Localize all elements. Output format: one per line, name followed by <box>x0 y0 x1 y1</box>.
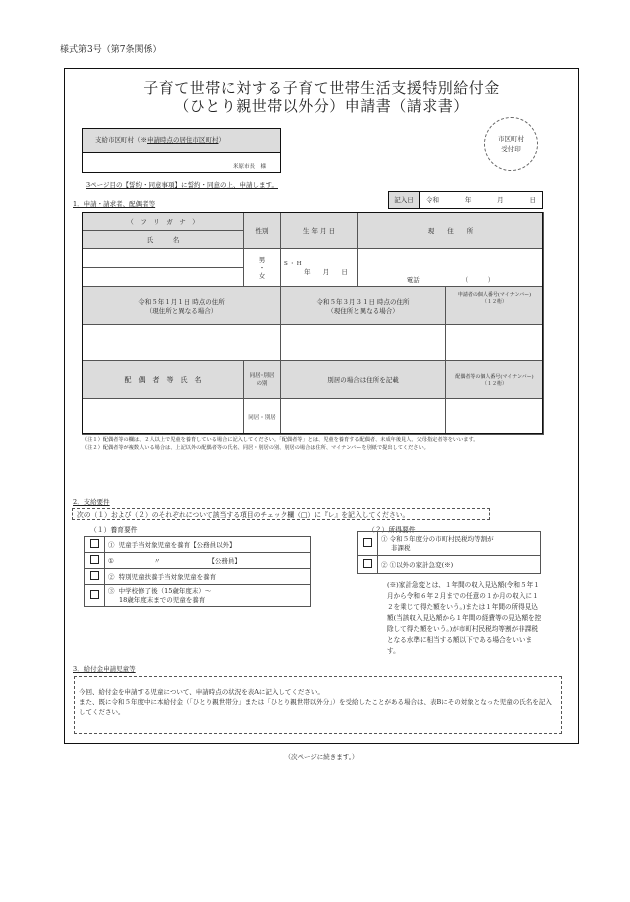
jan1-address-input[interactable] <box>83 325 281 361</box>
jan1-line1: 令和５年１月１日 時点の住所 <box>138 297 225 306</box>
note-1: （注１）配偶者等の欄は、２人以上で児童を養育している場合に記入してください。「配偶者等」とは、児童を養育する配偶者、未成年後見人、父母指定者等をいいます。 <box>82 437 479 443</box>
checkbox-icon <box>363 559 372 568</box>
checkbox-icon <box>90 590 99 599</box>
income-requirements <box>357 531 541 574</box>
spouse-name-header: 配 偶 者 等 氏 名 <box>83 361 244 399</box>
checkbox-icon <box>90 571 99 580</box>
childcare-item <box>85 585 311 607</box>
cohab-line2: の別 <box>256 380 268 387</box>
childcare-item <box>85 553 311 569</box>
gender-cell[interactable] <box>244 249 281 287</box>
spouse-mynumber-line2: （１２桁） <box>481 380 507 387</box>
item-text: ① 令和５年度分の市町村民税均等割が <box>381 534 494 543</box>
birthdate-header: 生 年 月 日 <box>281 213 358 249</box>
applicant-table <box>82 212 544 435</box>
checkbox-icon <box>90 539 99 548</box>
date-year: 年 <box>464 196 472 204</box>
item-text: ② ①以外の家計急変(※) <box>381 561 454 569</box>
form-title-line1: 子育て世帯に対する子育て世帯生活支援特別給付金 <box>143 79 500 97</box>
childcare-heading: （１）養育要件 <box>90 526 138 534</box>
income-checkbox-2[interactable] <box>358 556 378 574</box>
section1-notes <box>82 436 562 452</box>
applicant-mynumber-line2: （１２桁） <box>481 299 507 305</box>
item-num: ② <box>108 573 115 581</box>
birth-day-label: 日 <box>341 268 348 276</box>
name-input[interactable] <box>83 268 244 287</box>
separate-address-header: 別居の場合は住所を記載 <box>281 361 446 399</box>
mar31-line2: （現住所と異なる場合） <box>327 306 399 315</box>
spouse-mynumber-input[interactable] <box>446 399 544 435</box>
municipality-label-suffix: ） <box>218 136 225 144</box>
section2-heading: 2．支給要件 <box>73 498 110 506</box>
mar31-line1: 令和５年３月３１日 時点の住所 <box>316 297 410 306</box>
applicant-mynumber-input[interactable] <box>446 325 544 361</box>
item-num: ① <box>108 557 114 565</box>
spouse-mynumber-line1: 配偶者等の個人番号(マイナンバー) <box>455 373 534 380</box>
separate-address-input[interactable] <box>281 399 446 435</box>
municipality-box <box>82 128 281 173</box>
date-month: 月 <box>497 196 504 204</box>
item-text: 中学校修了後（15歳年度末）～ <box>118 586 212 595</box>
childcare-checkbox-3[interactable] <box>85 569 105 585</box>
pledge-text: 3ページ目の【誓約・同意事項】に誓約・同意の上、申請します。 <box>86 181 278 189</box>
note-2: （注２）配偶者等が複数人いる場合は、上記以外の配偶者等の氏名、同居・別居の別、別居の場合は住所、マイナンバーを別紙で提出してください。 <box>82 445 429 451</box>
jan1-line2: （現住所と異なる場合） <box>145 306 218 315</box>
stamp-line2: 受付印 <box>501 145 521 153</box>
childcare-checkbox-4[interactable] <box>85 585 105 607</box>
spouse-name-input[interactable] <box>83 399 244 435</box>
item-text: 【公務員】 <box>208 557 241 565</box>
entry-date-label: 記入日 <box>389 192 420 208</box>
childcare-requirements <box>84 536 311 607</box>
addressee: 米原市長 様 <box>232 164 266 170</box>
municipality-label-prefix: 支給市区町村（※ <box>95 136 147 144</box>
date-era: 令和 <box>426 196 439 204</box>
cohab-select[interactable]: 同居・別居 <box>244 399 281 435</box>
form-number: 様式第3号（第7条関係） <box>60 45 162 55</box>
date-day: 日 <box>529 196 536 204</box>
birth-year-label: 年 <box>304 268 311 276</box>
childcare-checkbox-2[interactable] <box>85 553 105 569</box>
cohab-line1: 同居･別居 <box>249 372 275 379</box>
entry-date-field[interactable] <box>420 192 542 208</box>
item-text: 児童手当対象児童を養育【公務員以外】 <box>118 541 236 549</box>
current-address-input[interactable] <box>358 249 544 287</box>
gender-male: 男 <box>258 255 266 264</box>
item-ditto: 〃 <box>153 557 161 565</box>
reception-stamp-area <box>484 117 538 171</box>
birthdate-input[interactable] <box>281 249 358 287</box>
item-text: 特別児童扶養手当対象児童を養育 <box>118 573 217 581</box>
checkbox-icon <box>90 555 99 564</box>
applicant-mynumber-line1: 申請者の個人番号(マイナンバー) <box>457 292 532 298</box>
form-title-line2: （ひとり親世帯以外分）申請書（請求書） <box>174 97 469 115</box>
section3-instructions <box>74 676 562 734</box>
childcare-item <box>85 569 311 585</box>
cohab-header <box>244 361 281 399</box>
childcare-item <box>85 537 311 553</box>
item-text2: 18歳年度末までの児童を養育 <box>119 595 206 604</box>
household-emergency-note: (※)家計急変とは、１年間の収入見込額(令和５年１月から令和６年２月までの任意の１か月の収入に１２を乗じて得た額をいう。)または１年間の所得見込額(当該収入見込額から１年間の経費等の見込額を控除して得た額をいう。)が市町村民税均等割が非課税となる水準に相当する額以下である場合をいいます。 <box>387 581 542 655</box>
childcare-checkbox-1[interactable] <box>85 537 105 553</box>
mar31-address-input[interactable] <box>281 325 446 361</box>
income-heading: （２）所得要件 <box>368 526 416 534</box>
birth-month-label: 月 <box>322 268 330 276</box>
income-checkbox-1[interactable] <box>358 532 378 556</box>
section3-line2: また、既に令和５年度中に本給付金（「ひとり親世帯分」または「ひとり親世帯以外分」）を受給したことがある場合は、表Bにその対象となった児童の氏名を記入してください。 <box>79 698 552 716</box>
section2-instruction: 次の（１）および（２）のそれぞれについて該当する項目のチェック欄（□）に『レ』を記入してください。 <box>72 508 490 520</box>
name-header: 氏 名 <box>83 231 244 249</box>
item-num: ③ <box>108 586 115 595</box>
checkbox-icon <box>363 538 372 547</box>
jan1-address-header <box>83 287 281 325</box>
municipality-label-underlined: 申請時点の居住市区町村 <box>147 136 219 144</box>
mar31-address-header <box>281 287 446 325</box>
section1-heading: 1．申請・請求者、配偶者等 <box>73 200 156 208</box>
municipality-label <box>83 129 280 153</box>
stamp-line1: 市区町村 <box>498 135 524 143</box>
spouse-mynumber-header <box>446 361 544 399</box>
phone-label: 電話 <box>406 276 420 284</box>
item-num: ① <box>108 541 115 549</box>
furigana-header: （ フ リ ガ ナ ） <box>83 213 244 231</box>
phone-parens: （ ） <box>461 276 495 284</box>
furigana-input[interactable] <box>83 249 244 268</box>
entry-date-box <box>388 191 543 209</box>
continued-note: （次ページに続きます。） <box>284 753 359 761</box>
income-item <box>358 556 541 574</box>
era-options: S ・ H <box>284 261 302 267</box>
gender-female: 女 <box>258 271 266 280</box>
item-text2: 非課税 <box>391 543 411 552</box>
applicant-mynumber-header <box>446 287 544 325</box>
address-header: 現 住 所 <box>358 213 544 249</box>
gender-header: 性別 <box>244 213 281 249</box>
income-item <box>358 532 541 556</box>
gender-dot: ・ <box>258 263 266 272</box>
section3-heading: 3．給付金申請児童等 <box>73 665 136 673</box>
section3-line1: 今回、給付金を申請する児童について、申請時点の状況を表Aに記入してください。 <box>79 688 324 696</box>
